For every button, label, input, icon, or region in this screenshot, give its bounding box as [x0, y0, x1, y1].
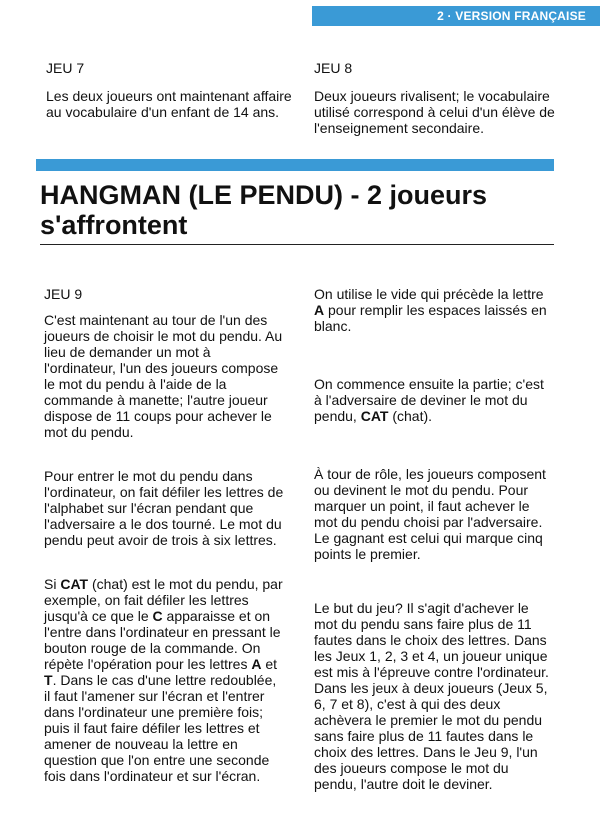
text-run: et	[261, 656, 278, 672]
header-label: 2 · VERSION FRANÇAISE	[437, 9, 586, 23]
game-8-block	[314, 60, 564, 136]
bold-letter: A	[251, 656, 262, 672]
section-title: HANGMAN (LE PENDU) - 2 joueurs s'affrontent	[40, 180, 488, 240]
title-underline	[40, 244, 554, 245]
bold-word: CAT	[360, 408, 389, 424]
right-paragraph-4: Le but du jeu? Il s'agit d'achever le mot du pendu sans faire plus de 11 fautes dans le choix des lettres. Dans les Jeux 1, 2, 3 et 4, un joueur unique est mis à l'épreuve contre l'ordinateur. Dans les jeux à deux joueurs (Jeux 5, 6, 7 et 8), c'est à qui des deux achèvera le premier le mot du pendu sans faire plus de 11 fautes dans le choix des lettres. Dans le Jeu 9, l'un des joueurs compose le mot du pendu, l'autre doit le deviner.	[314, 600, 549, 792]
left-paragraph-2: Pour entrer le mot du pendu dans l'ordinateur, on fait défiler les lettres de l'alphabet sur l'écran pendant que l'adversaire a le dos tourné. Le mot du pendu peut avoir de trois à six lettres.	[44, 468, 284, 548]
text-run: . Dans le cas d'une lettre redoublée, il faut l'amener sur l'écran et l'entrer dans l'ordinateur une première fois; puis il faut faire défiler les lettres et amener de nouveau la lettre en question que l'on entre une seconde fois dans l'ordinateur et sur l'écran.	[44, 672, 277, 784]
text-run: apparaisse et on l'entre dans l'ordinateur en pressant le bouton rouge de la commande. On répète l'opération pour les lettres	[44, 608, 281, 672]
left-paragraph-3	[44, 576, 284, 784]
text-run: (chat).	[388, 408, 433, 424]
right-paragraph-2	[314, 376, 554, 424]
section-divider-bar	[36, 159, 554, 171]
left-column	[44, 286, 284, 784]
left-paragraph-1: C'est maintenant au tour de l'un des joueurs de choisir le mot du pendu. Au lieu de demander un mot à l'ordinateur, l'un des joueurs compose le mot du pendu à l'aide de la commande à manette; l'autre joueur dispose de 11 coups pour achever le mot du pendu.	[44, 312, 283, 440]
bold-letter: A	[314, 302, 325, 318]
game-7-title: JEU 7	[46, 60, 85, 76]
bold-letter: T	[44, 672, 53, 688]
text-run: Si	[44, 576, 61, 592]
text-run: (chat) est le mot du pendu, par exemple, on fait défiler les lettres jusqu'à ce que le	[44, 576, 283, 624]
game-7-text: Les deux joueurs ont maintenant affaire au vocabulaire d'un enfant de 14 ans.	[46, 88, 292, 120]
text-run: pour remplir les espaces laissés en blanc.	[314, 302, 547, 334]
game-7-block	[46, 60, 296, 120]
right-column	[314, 286, 554, 792]
header-bar	[312, 6, 600, 26]
game-8-title: JEU 8	[314, 60, 353, 76]
bold-letter: C	[152, 608, 163, 624]
bold-word: CAT	[60, 576, 89, 592]
right-paragraph-1	[314, 286, 554, 334]
game-9-title: JEU 9	[44, 286, 83, 302]
game-8-text: Deux joueurs rivalisent; le vocabulaire utilisé correspond à celui d'un élève de l'enseignement secondaire.	[314, 88, 555, 136]
text-run: On commence ensuite la partie; c'est à l'adversaire de deviner le mot du pendu,	[314, 376, 544, 424]
text-run: On utilise le vide qui précède la lettre	[314, 286, 544, 302]
right-paragraph-3: À tour de rôle, les joueurs composent ou devinent le mot du pendu. Pour marquer un point, il faut achever le mot du pendu choisi par l'adversaire. Le gagnant est celui qui marque cinq points le premier.	[314, 466, 546, 562]
